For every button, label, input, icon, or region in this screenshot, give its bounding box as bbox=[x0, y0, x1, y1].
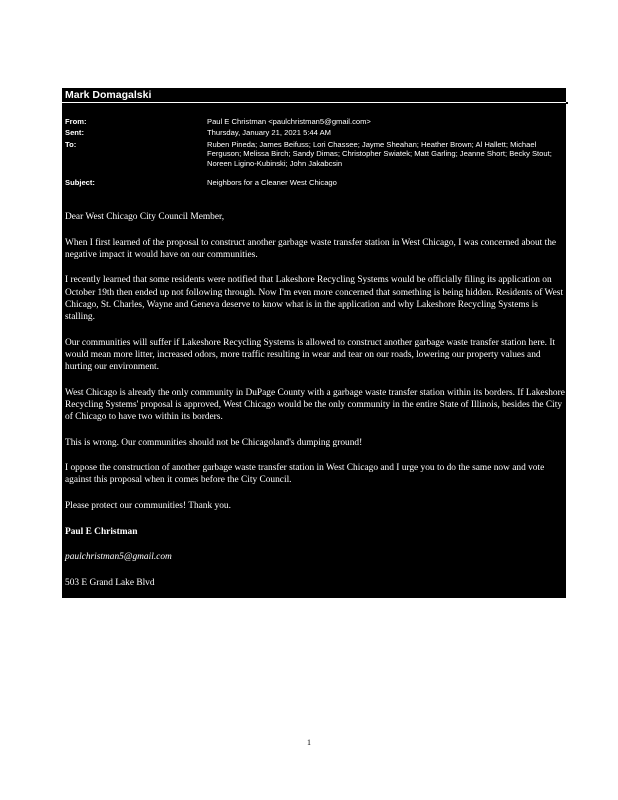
signature-address: 503 E Grand Lake Blvd bbox=[65, 577, 155, 588]
page-number: 1 bbox=[307, 738, 311, 747]
scan-mark bbox=[566, 102, 568, 104]
to-value: Ruben Pineda; James Beifuss; Lori Chassee; Jayme Sheahan; Heather Brown; Al Hallett; Michael Ferguson; Melissa Birch; Sandy Dimas; Christopher Swiatek; Matt Garling; Jeanne Short; Becky Stout; Noreen Ligino-Kubinski; John Jakabcsin bbox=[207, 140, 552, 168]
header-divider bbox=[62, 102, 566, 103]
signature-email: paulchristman5@gmail.com bbox=[65, 552, 172, 563]
signature-name: Paul E Christman bbox=[65, 526, 138, 537]
sender-name: Mark Domagalski bbox=[65, 89, 152, 101]
email-printout bbox=[62, 88, 566, 598]
to-label: To: bbox=[65, 140, 77, 149]
body-paragraph-7: Please protect our communities! Thank you. bbox=[65, 500, 231, 511]
body-paragraph-1: When I first learned of the proposal to construct another garbage waste transfer station in West Chicago, I was concerned about the negative impact it would have on our communities. bbox=[65, 237, 557, 260]
body-paragraph-2: I recently learned that some residents were notified that Lakeshore Recycling Systems would be officially filing its application on October 19th then ended up not following through. Now I'm even more concerned that something is being hidden. Residents of West Chicago, St. Charles, Wayne and Geneva deserve to know what is in the application and why Lakeshore Recycling Systems is stalling. bbox=[65, 275, 564, 322]
subject-label: Subject: bbox=[65, 178, 95, 187]
body-paragraph-4: West Chicago is already the only community in DuPage County with a garbage waste transfer station within its borders. If Lakeshore Recycling Systems' proposal is approved, West Chicago would be the only community in the entire State of Illinois, besides the City of Chicago to have two within its borders. bbox=[65, 387, 565, 422]
sent-value: Thursday, January 21, 2021 5:44 AM bbox=[207, 128, 331, 137]
sent-label: Sent: bbox=[65, 128, 84, 137]
email-body bbox=[65, 211, 565, 598]
subject-value: Neighbors for a Cleaner West Chicago bbox=[207, 178, 337, 187]
from-label: From: bbox=[65, 117, 87, 126]
body-paragraph-5: This is wrong. Our communities should not be Chicagoland's dumping ground! bbox=[65, 437, 363, 448]
body-paragraph-6: I oppose the construction of another garbage waste transfer station in West Chicago and I urge you to do the same now and vote against this proposal when it comes before the City Council. bbox=[65, 463, 545, 486]
from-value: Paul E Christman <paulchristman5@gmail.com> bbox=[207, 117, 371, 126]
greeting: Dear West Chicago City Council Member, bbox=[65, 212, 225, 222]
body-paragraph-3: Our communities will suffer if Lakeshore Recycling Systems is allowed to construct another garbage waste transfer station here. It would mean more litter, increased odors, more traffic resulting in wear and tear on our roads, lowering our property values and hurting our environment. bbox=[65, 337, 556, 372]
